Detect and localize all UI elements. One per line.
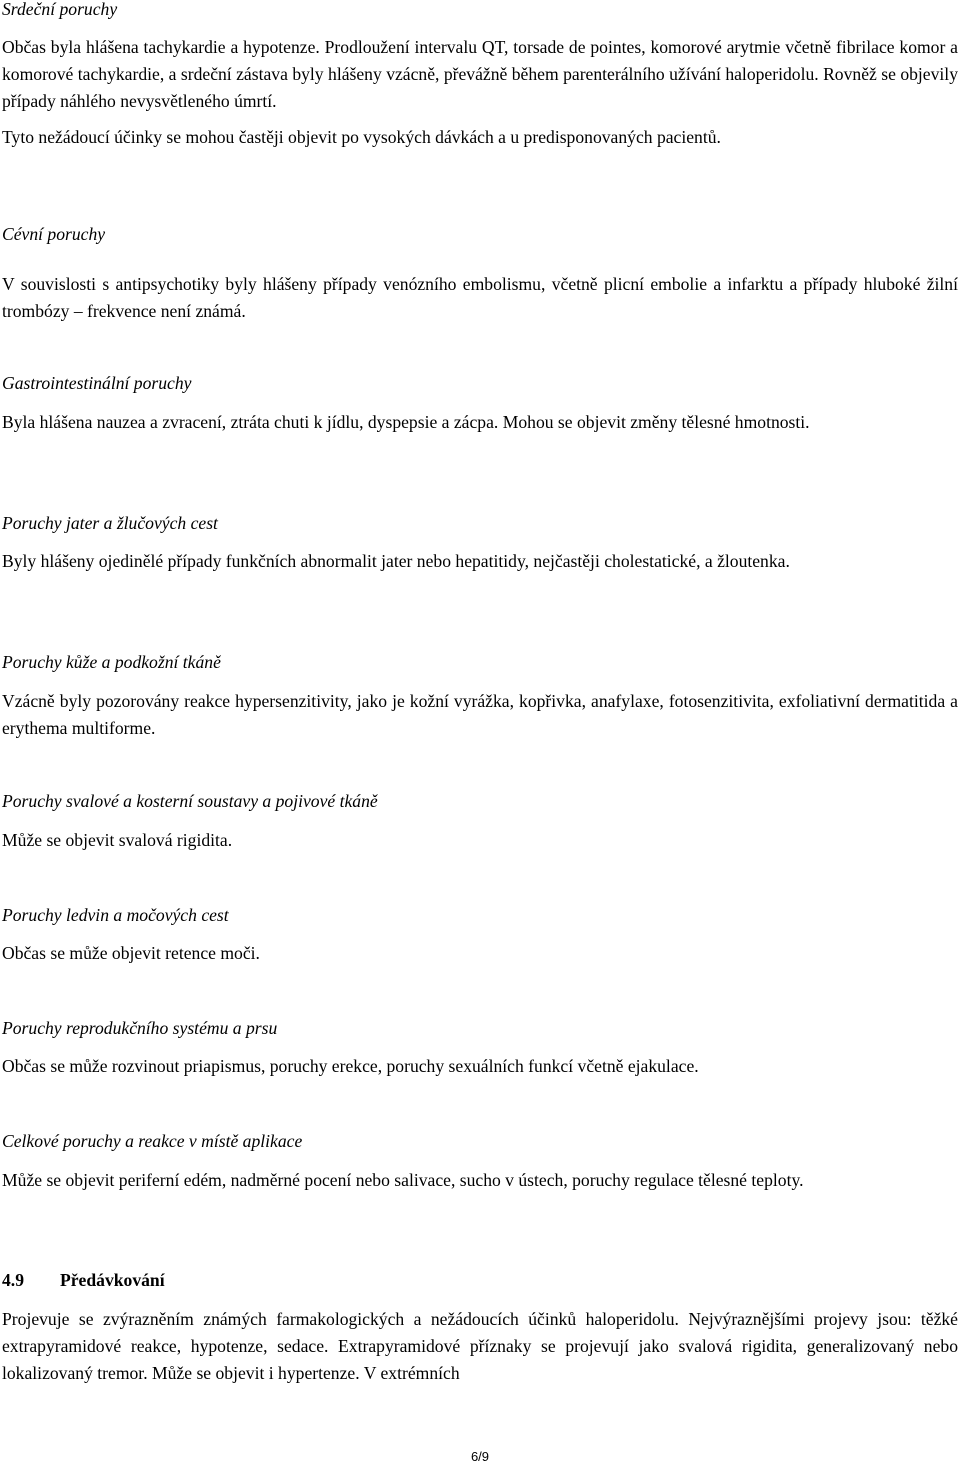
paragraph-cardiac-1: Občas byla hlášena tachykardie a hypotenze. Prodloužení intervalu QT, torsade de pointes, komorové arytmie včetně fibrilace komor a komorové tachykardie, a srdeční zástava byly hlášeny vzácně, převážně během parenterálního užívání haloperidolu. Rovněž se objevily případy náhlého nevysvětleného úmrtí. [2,37,958,111]
section-heading-musculoskeletal: Poruchy svalové a kosterní soustavy a pojivové tkáně [2,791,378,811]
section-heading-vascular: Cévní poruchy [2,224,106,244]
paragraph-musculoskeletal: Může se objevit svalová rigidita. [2,830,233,850]
page-number: 6/9 [470,1449,490,1464]
paragraph-renal: Občas se může objevit retence moči. [2,943,260,963]
paragraph-general: Může se objevit periferní edém, nadměrné pocení nebo salivace, sucho v ústech, poruchy regulace tělesné teploty. [2,1170,804,1190]
paragraph-liver: Byly hlášeny ojedinělé případy funkčních abnormalit jater nebo hepatitidy, nejčastěji cholestatické, a žloutenka. [2,551,790,571]
section-heading-skin: Poruchy kůže a podkožní tkáně [2,652,221,672]
section-number: 4.9 [2,1270,24,1290]
section-title-overdose [2,1267,958,1294]
section-title-text: Předávkování [60,1270,165,1290]
paragraph-reproductive: Občas se může rozvinout priapismus, poruchy erekce, poruchy sexuálních funkcí včetně ejakulace. [2,1056,699,1076]
paragraph-gastro: Byla hlášena nauzea a zvracení, ztráta chuti k jídlu, dyspepsie a zácpa. Mohou se objevit změny tělesné hmotnosti. [2,412,810,432]
section-heading-reproductive: Poruchy reprodukčního systému a prsu [2,1018,278,1038]
paragraph-cardiac-2: Tyto nežádoucí účinky se mohou častěji objevit po vysokých dávkách a u predisponovaných pacientů. [2,127,721,147]
paragraph-vascular: V souvislosti s antipsychotiky byly hlášeny případy venózního embolismu, včetně plicní embolie a infarktu a případy hluboké žilní trombózy – frekvence není známá. [2,274,958,321]
paragraph-skin: Vzácně byly pozorovány reakce hypersenzitivity, jako je kožní vyrážka, kopřivka, anafylaxe, fotosenzitivita, exfoliativní dermatitida a erythema multiforme. [2,691,958,738]
section-heading-cardiac: Srdeční poruchy [2,0,118,19]
paragraph-overdose: Projevuje se zvýrazněním známých farmakologických a nežádoucích účinků haloperidolu. Nejvýraznějšími projevy jsou: těžké extrapyramidové reakce, hypotenze, sedace. Extrapyramidové příznaky se projevují jako svalová rigidita, generalizovaný nebo lokalizovaný tremor. Může se objevit i hypertenze. V extrémních [2,1309,958,1383]
section-heading-renal: Poruchy ledvin a močových cest [2,905,229,925]
section-heading-gastro: Gastrointestinální poruchy [2,373,192,393]
section-heading-general: Celkové poruchy a reakce v místě aplikace [2,1131,303,1151]
section-heading-liver: Poruchy jater a žlučových cest [2,513,218,533]
